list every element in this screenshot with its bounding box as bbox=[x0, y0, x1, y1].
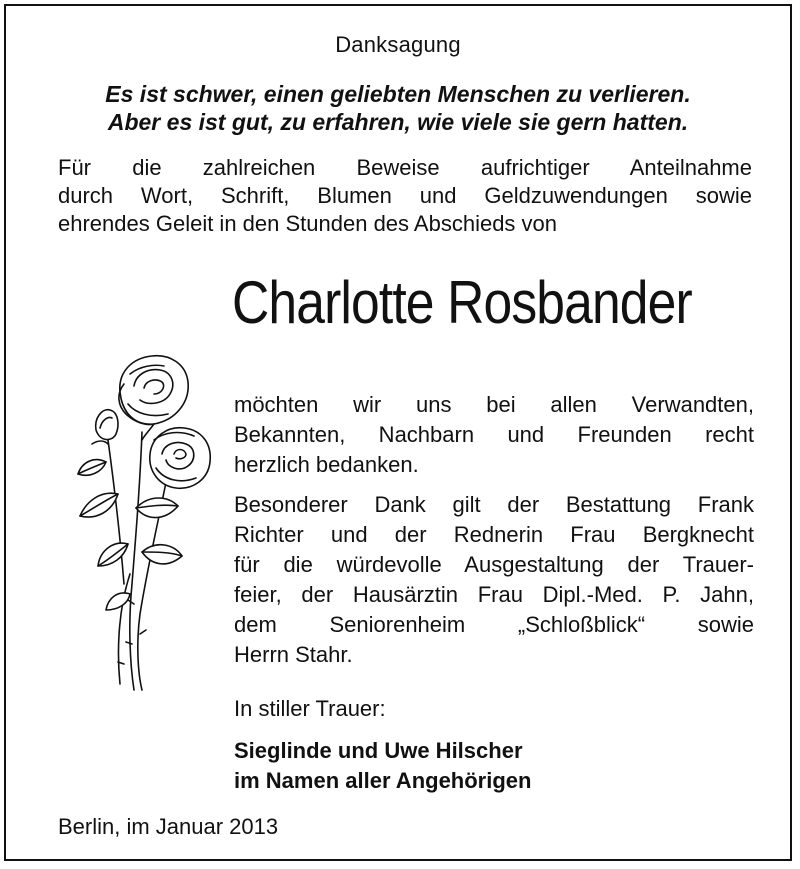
rose-bud bbox=[92, 410, 118, 444]
mourning-label: In stiller Trauer: bbox=[234, 696, 386, 721]
quote-line: Es ist schwer, einen geliebten Menschen zu verlieren. bbox=[105, 81, 691, 107]
special-thanks-line: dem Seniorenheim „Schloßblick“ sowie bbox=[234, 612, 754, 637]
notice-heading: Danksagung bbox=[335, 32, 461, 57]
special-thanks bbox=[234, 490, 754, 670]
rose-right bbox=[150, 428, 210, 489]
thanks-line: Bekannten, Nachbarn und Freunden recht bbox=[234, 422, 754, 447]
special-thanks-line: für die würdevolle Ausgestaltung der Trauer- bbox=[234, 552, 754, 577]
special-thanks-line: Richter und der Rednerin Frau Bergknecht bbox=[234, 522, 754, 547]
intro-line: ehrendes Geleit in den Stunden des Abschieds von bbox=[58, 211, 558, 236]
intro-line: durch Wort, Schrift, Blumen und Geldzuwendungen sowie bbox=[58, 183, 752, 208]
thanks-text bbox=[234, 390, 754, 670]
signers bbox=[234, 736, 531, 796]
signer-line: Sieglinde und Uwe Hilscher bbox=[234, 738, 523, 763]
quote-block bbox=[6, 80, 790, 136]
intro-line: Für die zahlreichen Beweise aufrichtiger Anteilnahme bbox=[58, 155, 752, 180]
special-thanks-line: Besonderer Dank gilt der Bestattung Frank bbox=[234, 492, 754, 517]
intro-text bbox=[58, 154, 752, 238]
special-thanks-line: feier, der Hausärztin Frau Dipl.-Med. P. Jahn, bbox=[234, 582, 754, 607]
deceased-name: Charlotte Rosbander bbox=[232, 269, 692, 336]
special-thanks-line: Herrn Stahr. bbox=[234, 642, 353, 667]
obituary-frame bbox=[4, 4, 792, 861]
signer-line: im Namen aller Angehörigen bbox=[234, 768, 532, 793]
thanks-line: möchten wir uns bei allen Verwandten, bbox=[234, 392, 754, 417]
quote-line: Aber es ist gut, zu erfahren, wie viele sie gern hatten. bbox=[107, 109, 689, 135]
thanks-line: herzlich bedanken. bbox=[234, 452, 419, 477]
rose-illustration bbox=[70, 344, 220, 694]
place-date: Berlin, im Januar 2013 bbox=[58, 814, 279, 839]
